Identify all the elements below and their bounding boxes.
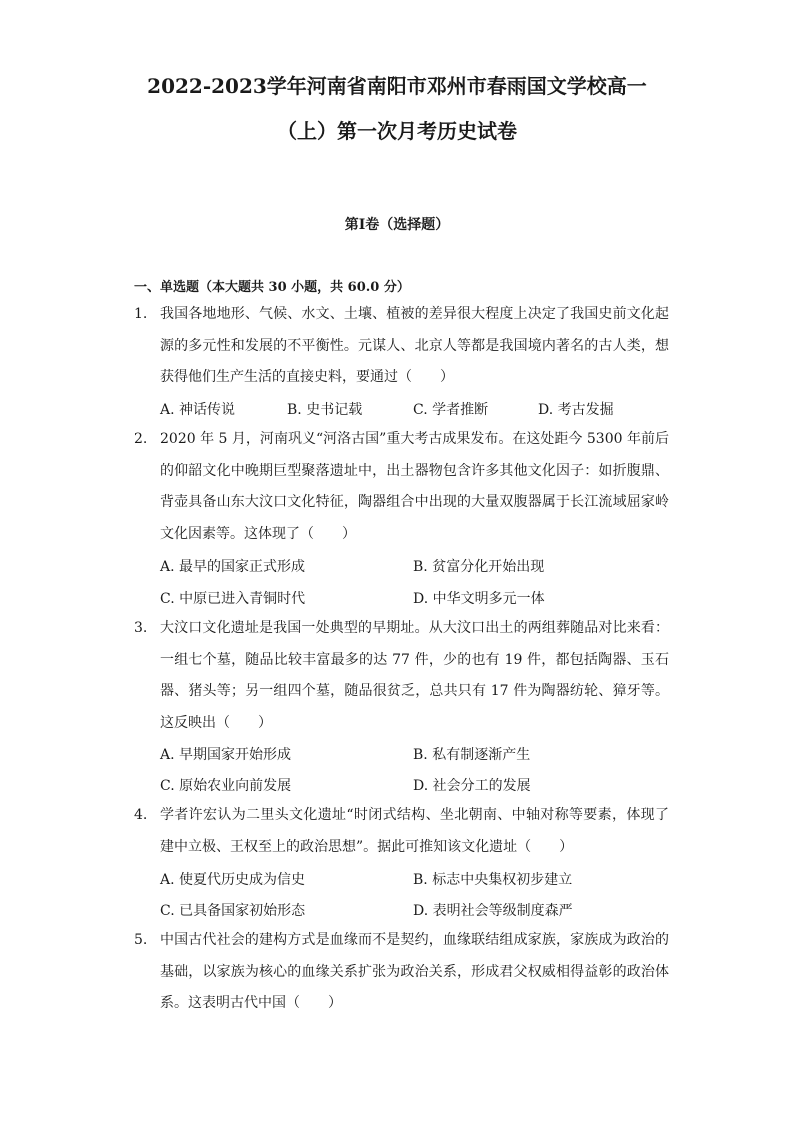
option-a: A. 最早的国家正式形成 bbox=[160, 559, 306, 575]
option-a: A. 神话传说 bbox=[160, 402, 236, 418]
section-heading: 第I卷（选择题） bbox=[344, 217, 450, 233]
question-stem: 我国各地地形、气候、水文、土壤、植被的差异很大程度上决定了我国史前文化起源的多元性和发展的不平衡性。元谋人、北京人等都是我国境内著名的古人类，想获得他们生产生活的直接史料，要通过（ ） bbox=[160, 306, 669, 385]
question-1 bbox=[134, 299, 669, 394]
question-number: 4. bbox=[134, 807, 148, 823]
question-3 bbox=[134, 613, 669, 739]
exam-title-line2: （上）第一次月考历史试卷 bbox=[277, 119, 517, 143]
question-type-heading: 一、单选题（本大题共 30 小题，共 60.0 分） bbox=[134, 280, 410, 295]
question-stem: 2020 年 5 月，河南巩义“河洛古国”重大考古成果发布。在这处距今 5300 年前后的仰韶文化中晚期巨型聚落遗址中，出土器物包含许多其他文化因子：如折腹鼎、背壶具备山东大汶口文化特征，陶器组合中出现的大量双腹器属于长江流域屈家岭文化因素等。这体现了（ ） bbox=[160, 431, 669, 542]
option-d: D. 考古发掘 bbox=[538, 402, 614, 418]
question-number: 5. bbox=[134, 932, 148, 948]
question-number: 3. bbox=[134, 620, 148, 636]
question-2 bbox=[134, 424, 669, 550]
option-d: D. 表明社会等级制度森严 bbox=[413, 903, 573, 919]
option-a: A. 使夏代历史成为信史 bbox=[160, 872, 306, 888]
question-stem: 中国古代社会的建构方式是血缘而不是契约，血缘联结组成家族，家族成为政治的基础，以家族为核心的血缘关系扩张为政治关系，形成君父权威相得益彰的政治体系。这表明古代中国（ ） bbox=[160, 932, 669, 1011]
option-c: C. 学者推断 bbox=[413, 402, 489, 418]
question-stem: 学者许宏认为二里头文化遗址“时闭式结构、坐北朝南、中轴对称等要素，体现了建中立极、王权至上的政治思想”。据此可推知该文化遗址（ ） bbox=[160, 807, 669, 855]
option-b: B. 史书记载 bbox=[287, 402, 363, 418]
option-c: C. 中原已进入青铜时代 bbox=[160, 591, 306, 607]
question-4 bbox=[134, 800, 669, 863]
option-b: B. 贫富分化开始出现 bbox=[413, 559, 545, 575]
option-b: B. 标志中央集权初步建立 bbox=[413, 872, 573, 888]
option-d: D. 社会分工的发展 bbox=[413, 778, 531, 794]
question-5 bbox=[134, 925, 669, 1020]
question-stem: 大汶口文化遗址是我国一处典型的早期址。从大汶口出土的两组葬随品对比来看：一组七个墓，随品比较丰富最多的达 77 件，少的也有 19 件，都包括陶器、玉石器、猪头等；另一组四个墓，随品很贫乏，总共只有 17 件为陶器纺轮、獐牙等。这反映出（ ） bbox=[160, 620, 669, 731]
option-c: C. 已具备国家初始形态 bbox=[160, 903, 306, 919]
exam-title-line1: 2022-2023学年河南省南阳市邓州市春雨国文学校高一 bbox=[147, 74, 647, 98]
option-c: C. 原始农业向前发展 bbox=[160, 778, 292, 794]
question-number: 1. bbox=[134, 306, 148, 322]
option-d: D. 中华文明多元一体 bbox=[413, 591, 545, 607]
option-b: B. 私有制逐渐产生 bbox=[413, 747, 531, 763]
question-number: 2. bbox=[134, 431, 148, 447]
option-a: A. 早期国家开始形成 bbox=[160, 747, 292, 763]
